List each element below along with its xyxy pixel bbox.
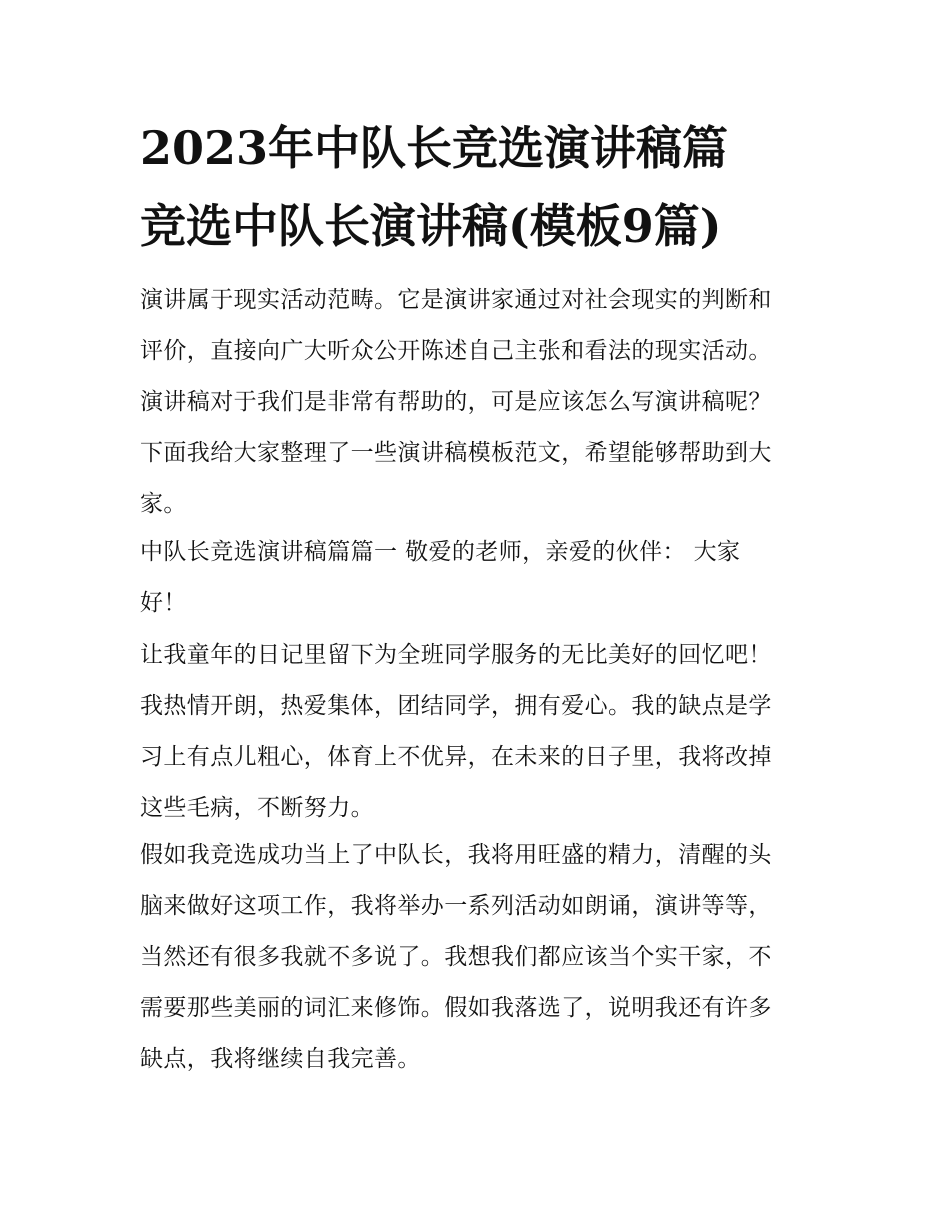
paragraph-greeting	[140, 527, 812, 629]
title-line-2-text-a: 竞选中队长演讲稿	[140, 199, 508, 253]
paragraph-line: 我热情开朗，热爱集体，团结同学，拥有爱心。我的缺点是学	[140, 693, 772, 719]
title-line-2-number: 9	[621, 199, 654, 253]
paragraph-line: 家。	[140, 491, 187, 517]
paragraph-line: 中队长竞选演讲稿篇篇一 敬爱的老师，亲爱的伙伴： 大家	[140, 539, 741, 565]
paragraph-line: 假如我竞选成功当上了中队长，我将用旺盛的精力，清醒的头	[140, 842, 772, 868]
paragraph-line: 需要那些美丽的词汇来修饰。假如我落选了，说明我还有许多	[140, 995, 772, 1021]
title-line-2-text-e: 篇	[653, 199, 700, 253]
paragraph-plan	[140, 830, 812, 1085]
document-title-line-2	[140, 196, 830, 256]
title-line-2-text-c: 模板	[529, 199, 622, 253]
title-line-2-paren-close: )	[699, 199, 722, 253]
document-title-line-1	[140, 118, 830, 178]
paragraph-intro	[140, 275, 812, 530]
paragraph-line: 评价，直接向广大听众公开陈述自己主张和看法的现实活动。	[140, 338, 772, 364]
paragraph-line: 好！	[140, 590, 187, 616]
paragraph-line: 缺点，我将继续自我完善。	[140, 1046, 421, 1072]
title-line-1-text: 年中队长竞选演讲稿篇	[268, 121, 729, 175]
title-year: 2023	[140, 121, 269, 175]
paragraph-line: 演讲稿对于我们是非常有帮助的，可是应该怎么写演讲稿呢？	[140, 389, 772, 415]
paragraph-line: 脑来做好这项工作，我将举办一系列活动如朗诵，演讲等等，	[140, 893, 772, 919]
paragraph-self-intro	[140, 630, 812, 834]
paragraph-line: 下面我给大家整理了一些演讲稿模板范文，希望能够帮助到大	[140, 440, 772, 466]
title-line-2-paren-open: (	[508, 199, 530, 253]
paragraph-line: 这些毛病，不断努力。	[140, 795, 374, 821]
paragraph-line: 习上有点儿粗心，体育上不优异，在未来的日子里，我将改掉	[140, 744, 772, 770]
paragraph-line: 演讲属于现实活动范畴。它是演讲家通过对社会现实的判断和	[140, 287, 772, 313]
paragraph-line: 让我童年的日记里留下为全班同学服务的无比美好的回忆吧！	[140, 642, 772, 668]
paragraph-line: 当然还有很多我就不多说了。我想我们都应该当个实干家，不	[140, 944, 772, 970]
